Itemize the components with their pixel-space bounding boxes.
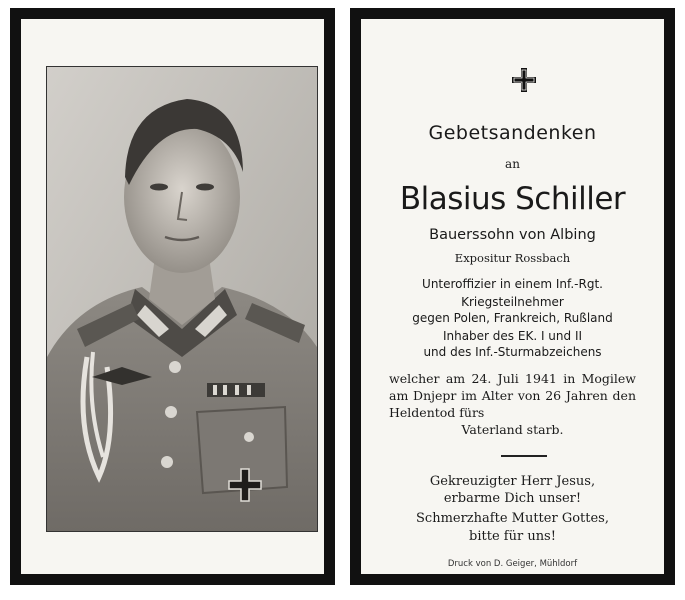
prayer-line-2: erbarme Dich unser!	[443, 491, 582, 506]
divider	[501, 455, 547, 457]
service-line-4: und des Inf.-Sturmabzeichens	[423, 345, 602, 359]
prayer-line-4: bitte für uns!	[469, 529, 556, 544]
heading: Gebetsandenken	[428, 122, 597, 144]
printer-credit: Druck von D. Geiger, Mühldorf	[447, 559, 578, 569]
right-card-inner	[361, 19, 664, 574]
left-card	[10, 8, 335, 585]
right-card	[350, 8, 675, 585]
death-text-last: Vaterland starb.	[461, 422, 564, 437]
portrait-photo	[46, 66, 318, 532]
prayer-line-1: Gekreuzigter Herr Jesus,	[429, 474, 596, 489]
service-line-2: gegen Polen, Frankreich, Rußland	[412, 311, 613, 325]
location: Expositur Rossbach	[454, 251, 571, 265]
iron-cross-icon	[511, 67, 537, 93]
memorial-text	[361, 19, 664, 574]
portrait-illustration	[47, 67, 317, 531]
service-line-3: Inhaber des EK. I und II	[442, 329, 583, 343]
prayer-line-3: Schmerzhafte Mutter Gottes,	[416, 511, 609, 526]
death-text: welcher am 24. Juli 1941 in Mogilew am Dnjepr im Alter von 26 Jahren den Heldentod fürs	[389, 371, 636, 420]
rank-line: Unteroffizier in einem Inf.-Rgt.	[422, 277, 603, 291]
subtitle: Bauerssohn von Albing	[429, 227, 596, 243]
service-line-1: Kriegsteilnehmer	[461, 295, 564, 309]
deceased-name: Blasius Schiller	[399, 181, 626, 217]
death-paragraph	[389, 370, 636, 438]
an-label: an	[505, 157, 520, 171]
